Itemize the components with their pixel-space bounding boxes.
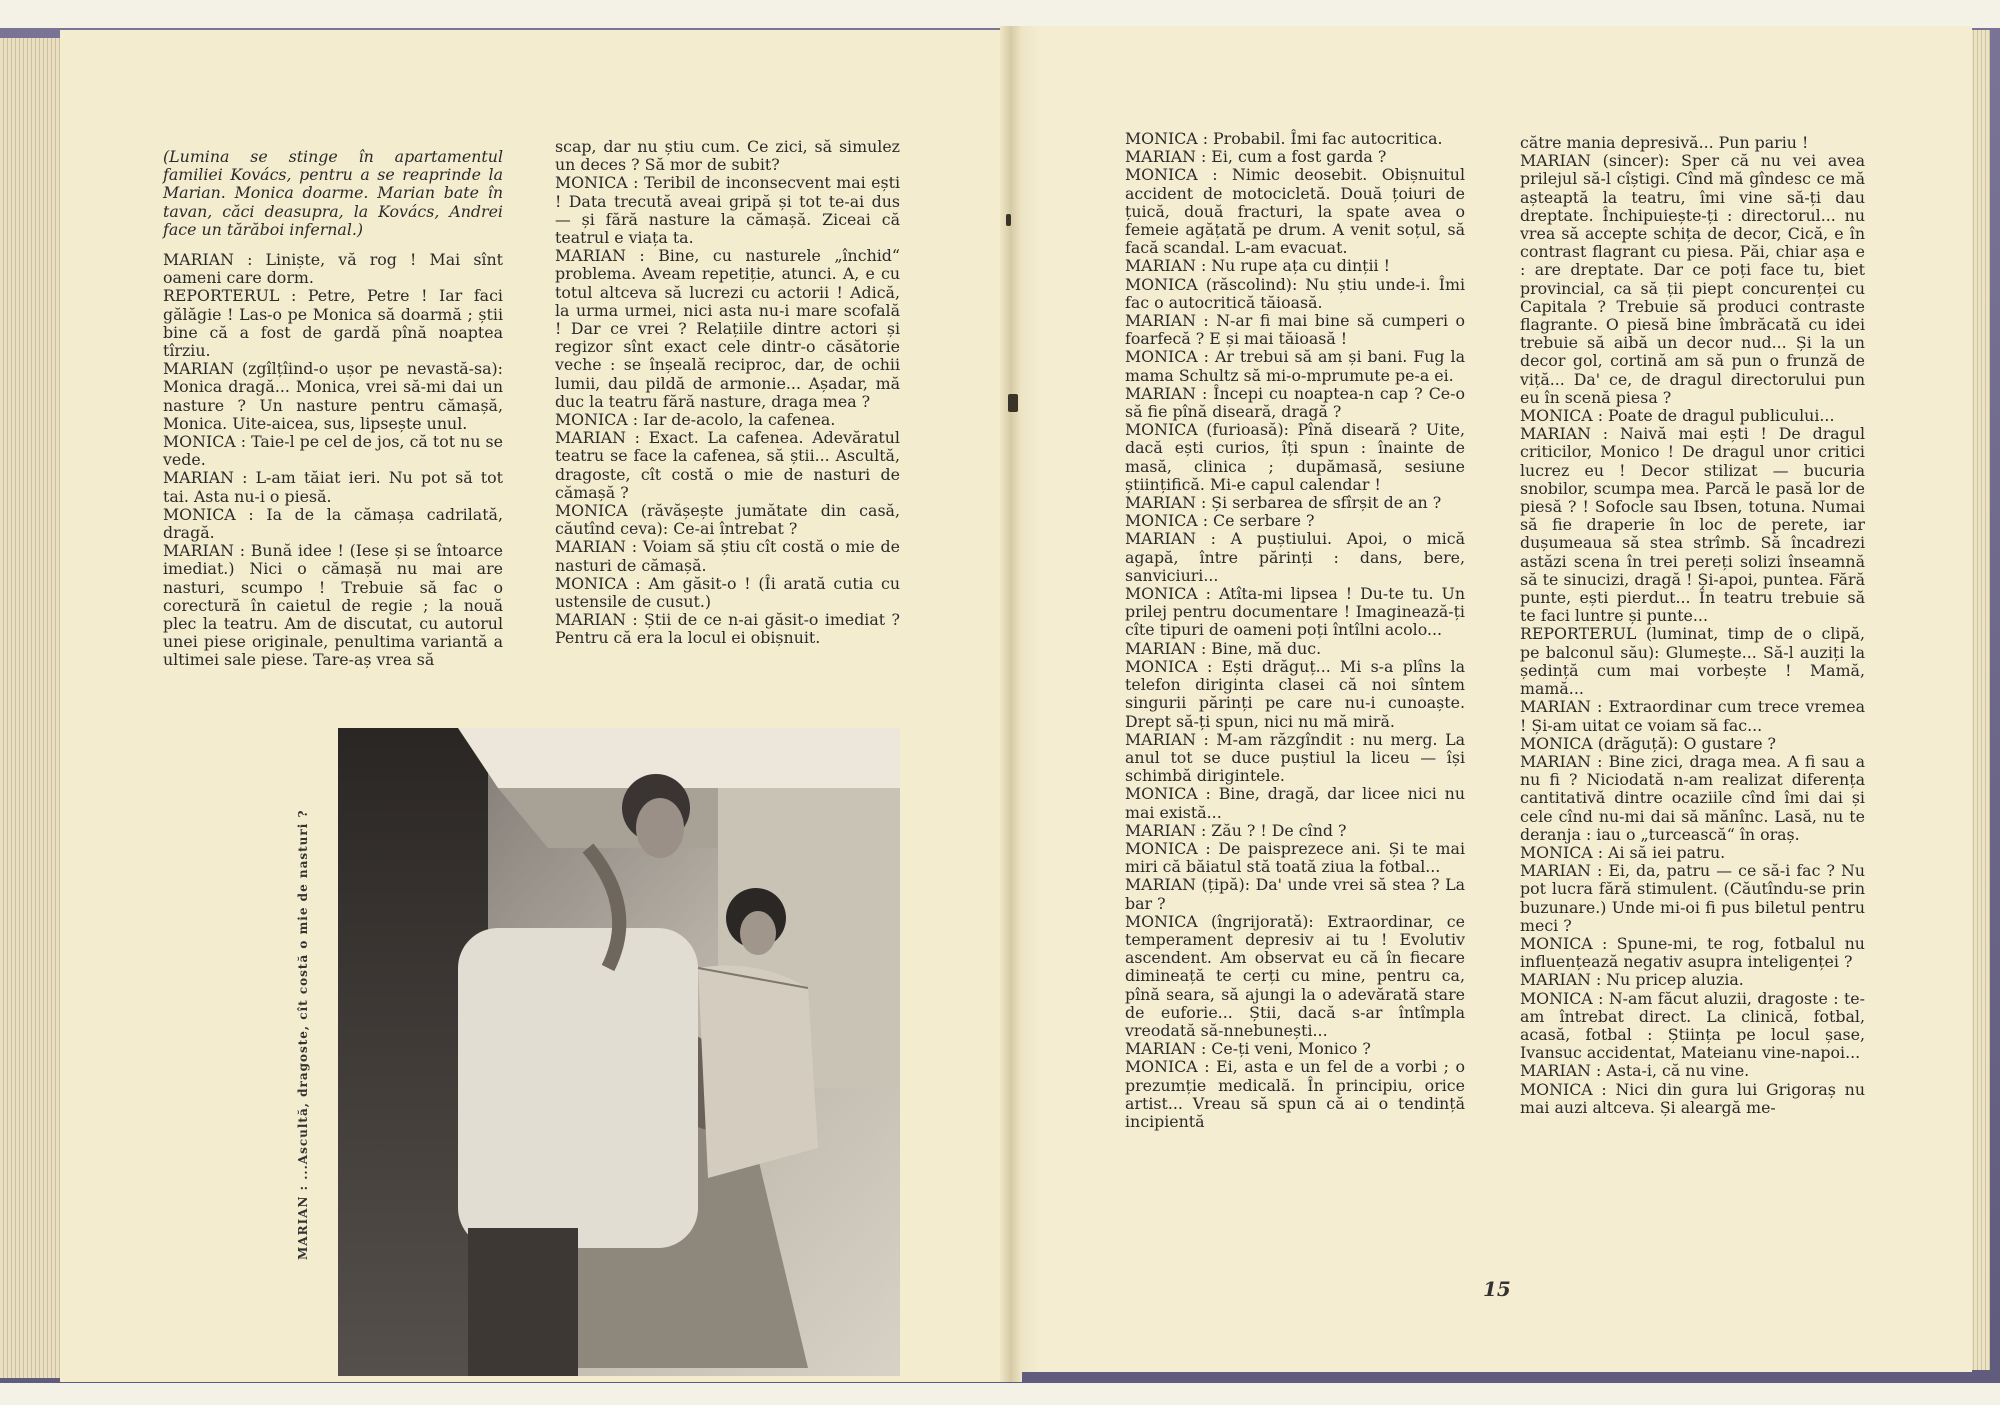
dialogue-paragraph: MARIAN (țipă): Da' unde vrei să stea ? La bar ? bbox=[1125, 875, 1465, 913]
binding-mark bbox=[1008, 394, 1018, 412]
dialogue-paragraph: MARIAN : Voiam să știu cît costă o mie de nasturi de cămașă. bbox=[555, 537, 900, 575]
dialogue-paragraph: MARIAN : Ei, cum a fost garda ? bbox=[1125, 147, 1387, 167]
dialogue-paragraph: MARIAN : Nu rupe ața cu dinții ! bbox=[1125, 256, 1390, 276]
book-gutter bbox=[1000, 26, 1022, 1382]
dialogue-paragraph: MONICA (furioasă): Pînă diseară ? Uite, dacă ești curios, îți spun : înainte de masă, clinica ; dupămasă, sesiune științifică. Mi-e capul calendar ! bbox=[1125, 420, 1465, 494]
dialogue-paragraph: MONICA : Bine, dragă, dar licee nici nu mai există... bbox=[1125, 784, 1465, 822]
dialogue-paragraph: MARIAN : Liniște, vă rog ! Mai sînt oameni care dorm. bbox=[163, 250, 503, 288]
dialogue-paragraph: MARIAN : M-am răzgîndit : nu merg. La anul tot se duce puștiul la liceu — își schimbă dirigintele. bbox=[1125, 729, 1465, 786]
dialogue-paragraph: MARIAN : Asta-i, că nu vine. bbox=[1520, 1061, 1750, 1081]
dialogue-paragraph: MARIAN : Știi de ce n-ai găsit-o imediat ? Pentru că era la locul ei obișnuit. bbox=[555, 610, 900, 648]
dialogue-paragraph: MONICA : Taie-l pe cel de jos, că tot nu se vede. bbox=[163, 432, 503, 470]
dialogue-paragraph: MARIAN : Bună idee ! (Iese și se întoarce imediat.) Nici o cămașă nu mai are nasturi, scumpo ! Trebuie să fac o corectură în caietul de regie ; la nouă plec la teatru. Am de discutat, cu autorul unei piese originale, penultima variantă a ultimei sale piese. Tare-aș vrea să bbox=[163, 541, 503, 670]
dialogue-paragraph: MONICA : Atîta-mi lipsea ! Du-te tu. Un prilej pentru documentare ! Imaginează-ți cîte tipuri de oameni poți întîlni acolo... bbox=[1125, 584, 1465, 640]
dialogue-paragraph: MONICA (răscolind): Nu știu unde-i. Îmi fac o autocritică tăioasă. bbox=[1125, 274, 1465, 312]
dialogue-paragraph: MARIAN : Și serbarea de sfîrșit de an ? bbox=[1125, 493, 1442, 513]
text-column-3 bbox=[1125, 130, 1465, 1131]
dialogue-paragraph: MARIAN : Începi cu noaptea-n cap ? Ce-o să fie pînă diseară, dragă ? bbox=[1125, 383, 1465, 422]
dialogue-paragraph: MARIAN : A puștiului. Apoi, o mică agapă, între părinți : dans, bere, sanviciuri... bbox=[1125, 529, 1465, 585]
dialogue-paragraph: MARIAN : Exact. La cafenea. Adevăratul teatru se face la cafenea, să știi... Ascultă, dragoste, cît costă o mie de nasturi de cămașă ? bbox=[555, 428, 900, 502]
dialogue-paragraph: MONICA : Teribil de inconsecvent mai ești ! Data trecută aveai gripă și tot te-ai dus — și fără nasture la cămașă. Ziceai că teatrul e viața ta. bbox=[555, 173, 900, 248]
dialogue-paragraph: MARIAN : Extraordinar cum trece vremea ! Și-am uitat ce voiam să fac... bbox=[1520, 697, 1865, 735]
stage-photo bbox=[338, 728, 900, 1376]
dialogue-paragraph: MONICA : Probabil. Îmi fac autocritica. bbox=[1125, 129, 1443, 148]
page-number: 15 bbox=[1483, 1277, 1511, 1301]
dialogue-paragraph: MONICA (îngrijorată): Extraordinar, ce temperament depresiv ai tu ! Evolutiv ascendent. Am observat eu că în fiecare dimineață te cerți cu mine, pentru ca, pînă seara, să ajungi la o adevărată stare de euforie... Știi, dacă s-ar întîmpla vreodată să-nnebunești... bbox=[1125, 911, 1465, 1040]
dialogue-paragraph: MARIAN : Nu pricep aluzia. bbox=[1520, 970, 1744, 990]
dialogue-paragraph: MONICA : Ești drăguț... Mi s-a plîns la telefon diriginta clasei că noi sîntem singurii părinți pe care nu-i cunoaște. Drept să-ți spun, nici nu mă miră. bbox=[1125, 656, 1465, 731]
scan-bottom-margin bbox=[0, 1383, 2000, 1405]
dialogue-paragraph: MONICA : Am găsit-o ! (Îi arată cutia cu ustensile de cusut.) bbox=[555, 573, 900, 612]
dialogue-paragraph: MONICA : N-am făcut aluzii, dragoste : te-am întrebat direct. La clinică, fotbal, acasă, fotbal : Știința pe locul șase, Ivansuc accidentat, Mateianu vine-napoi... bbox=[1520, 988, 1865, 1063]
dialogue-paragraph: MONICA : Ia de la cămașa cadrilată, dragă. bbox=[163, 504, 503, 543]
dialogue-paragraph: MARIAN : Zău ? ! De cînd ? bbox=[1125, 820, 1347, 840]
dialogue-paragraph: MONICA : Nimic deosebit. Obișnuitul accident de motocicletă. Două țoiuri de țuică, două fracturi, la spate avea o femeie agățată pe drum. A venit soțul, să facă scandal. L-am evacuat. bbox=[1125, 165, 1465, 258]
dialogue-paragraph: MARIAN (zgîlțîind-o ușor pe nevastă-sa): Monica dragă... Monica, vrei să-mi dai un nasture ? Un nasture pentru cămașă, Monica. Uite-aicea, sus, lipsește unul. bbox=[163, 359, 503, 433]
dialogue-paragraph: MARIAN : Naivă mai ești ! De dragul criticilor, Monico ! De dragul unor critici lucrez eu ! Decor stilizat — bucuria snobilor, scumpa mea. Parcă le pasă lor de piesă ? ! Sofocle sau Ibsen, totuna. Numai să fie draperie în loc de perete, iar dușumeaua să stea strîmb. Să încadrezi astăzi scena în trei pereți solizi înseamnă să te sinucizi, dragă ! Și-apoi, puntea. Fără punte, ești pierdut... În teatru trebuie să te faci luntre și punte... bbox=[1520, 424, 1865, 626]
dialogue-paragraph: MONICA (drăguță): O gustare ? bbox=[1520, 733, 1777, 753]
dialogue-paragraph: MARIAN : Bine zici, draga mea. A fi sau a nu fi ? Niciodată n-am realizat diferența cantitativă dintre ocaziile cînd îmi dai și cele cînd nu-mi dai să mănînc. Lasă, nu te deranja : iau o „turcească“ în oraș. bbox=[1520, 751, 1865, 844]
dialogue-paragraph: către mania depresivă... Pun pariu ! bbox=[1520, 133, 1809, 152]
dialogue-paragraph: MONICA : Iar de-acolo, la cafenea. bbox=[555, 410, 836, 430]
text-column-1 bbox=[163, 148, 503, 670]
dialogue-paragraph: (Lumina se stinge în apartamentul familiei Kovács, pentru a se reaprinde la Marian. Monica doarme. Marian bate în tavan, căci deasupra, la Kovács, Andrei face un tărăboi infernal.) bbox=[163, 147, 503, 239]
right-page-edges bbox=[1970, 30, 1990, 1370]
dialogue-paragraph: MONICA : Ai să iei patru. bbox=[1520, 842, 1726, 862]
dialogue-paragraph: MONICA (răvășește jumătate din casă, căutînd ceva): Ce-ai întrebat ? bbox=[555, 501, 900, 539]
dialogue-paragraph: MONICA : Ce serbare ? bbox=[1125, 511, 1315, 531]
scan-top-margin bbox=[0, 0, 2000, 28]
dialogue-paragraph: MONICA : Ar trebui să am și bani. Fug la mama Schultz să mi-o-mprumute pe-a ei. bbox=[1125, 347, 1465, 385]
dialogue-paragraph: MARIAN : Bine, mă duc. bbox=[1125, 638, 1322, 658]
dialogue-paragraph: MARIAN : Bine, cu nasturele „închid“ problema. Aveam repetiție, atunci. A, e cu totul altceva să lucrezi cu actorii ! Adică, la urma urmei, nici asta nu-i mare scofală ! Dar ce vrei ? Relațiile dintre actori și regizor sînt exact cele dintr-o căsătorie veche : se înșeală reciproc, dar, de ochii lumii, dau pildă de armonie... Așadar, mă duc la teatru fără nasture, draga mea ? bbox=[555, 246, 900, 411]
left-page-edges bbox=[0, 38, 62, 1378]
photo-caption: MARIAN : ...Ascultă, dragoste, cît costă o mie de nasturi ? bbox=[296, 809, 310, 1260]
dialogue-paragraph: REPORTERUL : Petre, Petre ! Iar faci gălăgie ! Las-o pe Monica să doarmă ; știi bine că a fost de gardă pînă noaptea tîrziu. bbox=[163, 286, 503, 361]
dialogue-paragraph: MARIAN : N-ar fi mai bine să cumperi o foarfecă ? E și mai tăioasă ! bbox=[1125, 311, 1465, 349]
dialogue-paragraph: MARIAN : Ei, da, patru — ce să-i fac ? Nu pot lucra fără stimulent. (Căutîndu-se prin buzunare.) Unde mi-oi fi pus biletul pentru meci ? bbox=[1520, 861, 1865, 935]
dialogue-paragraph: MONICA : Poate de dragul publicului... bbox=[1520, 406, 1835, 426]
dialogue-paragraph: MONICA : Spune-mi, te rog, fotbalul nu influențează negativ asupra inteligenței ? bbox=[1520, 933, 1865, 972]
dialogue-paragraph: MONICA : Ei, asta e un fel de a vorbi ; o prezumție medicală. În principiu, orice artist... Vreau să spun că ai o tendință incipientă bbox=[1125, 1057, 1465, 1131]
dialogue-paragraph: MONICA : De paisprezece ani. Și te mai miri că băiatul stă toată ziua la fotbal... bbox=[1125, 838, 1465, 877]
stage-photo-illustration bbox=[338, 728, 900, 1376]
dialogue-paragraph: scap, dar nu știu cum. Ce zici, să simulez un deces ? Să mor de subit? bbox=[555, 137, 900, 175]
dialogue-paragraph: REPORTERUL (luminat, timp de o clipă, pe balconul său): Glumește... Să-l auziți la ședință cum mai vorbește ! Mamă, mamă... bbox=[1520, 624, 1865, 699]
dialogue-paragraph: MARIAN : L-am tăiat ieri. Nu pot să tot tai. Asta nu-i o piesă. bbox=[163, 468, 503, 506]
binding-mark bbox=[1006, 214, 1011, 226]
dialogue-paragraph: MARIAN : Ce-ți veni, Monico ? bbox=[1125, 1039, 1371, 1059]
dialogue-paragraph: MARIAN (sincer): Sper că nu vei avea prilejul să-l cîștigi. Cînd mă gîndesc ce mă așteaptă la teatru, îmi vine să-ți dau dreptate. Închipuiește-ți : directorul... nu vrea să accepte schița de decor, Cică, e în contrast flagrant cu piesa. Păi, chiar așa e : are dreptate. Dar ce poți face tu, biet provincial, ca să ții piept concurenței cu Capitala ? Trebuie să produci contraste flagrante. O piesă bine îmbrăcată cu idei trebuie să aibă un decor nud... Și la un decor gol, cortină am să pun o frunză de viță... Da' ce, de dragul directorului pun eu în scenă piesa ? bbox=[1520, 151, 1865, 407]
text-column-2 bbox=[555, 138, 900, 648]
dialogue-paragraph: MONICA : Nici din gura lui Grigoraș nu mai auzi altceva. Și aleargă me- bbox=[1520, 1079, 1865, 1117]
text-column-4 bbox=[1520, 134, 1865, 1117]
